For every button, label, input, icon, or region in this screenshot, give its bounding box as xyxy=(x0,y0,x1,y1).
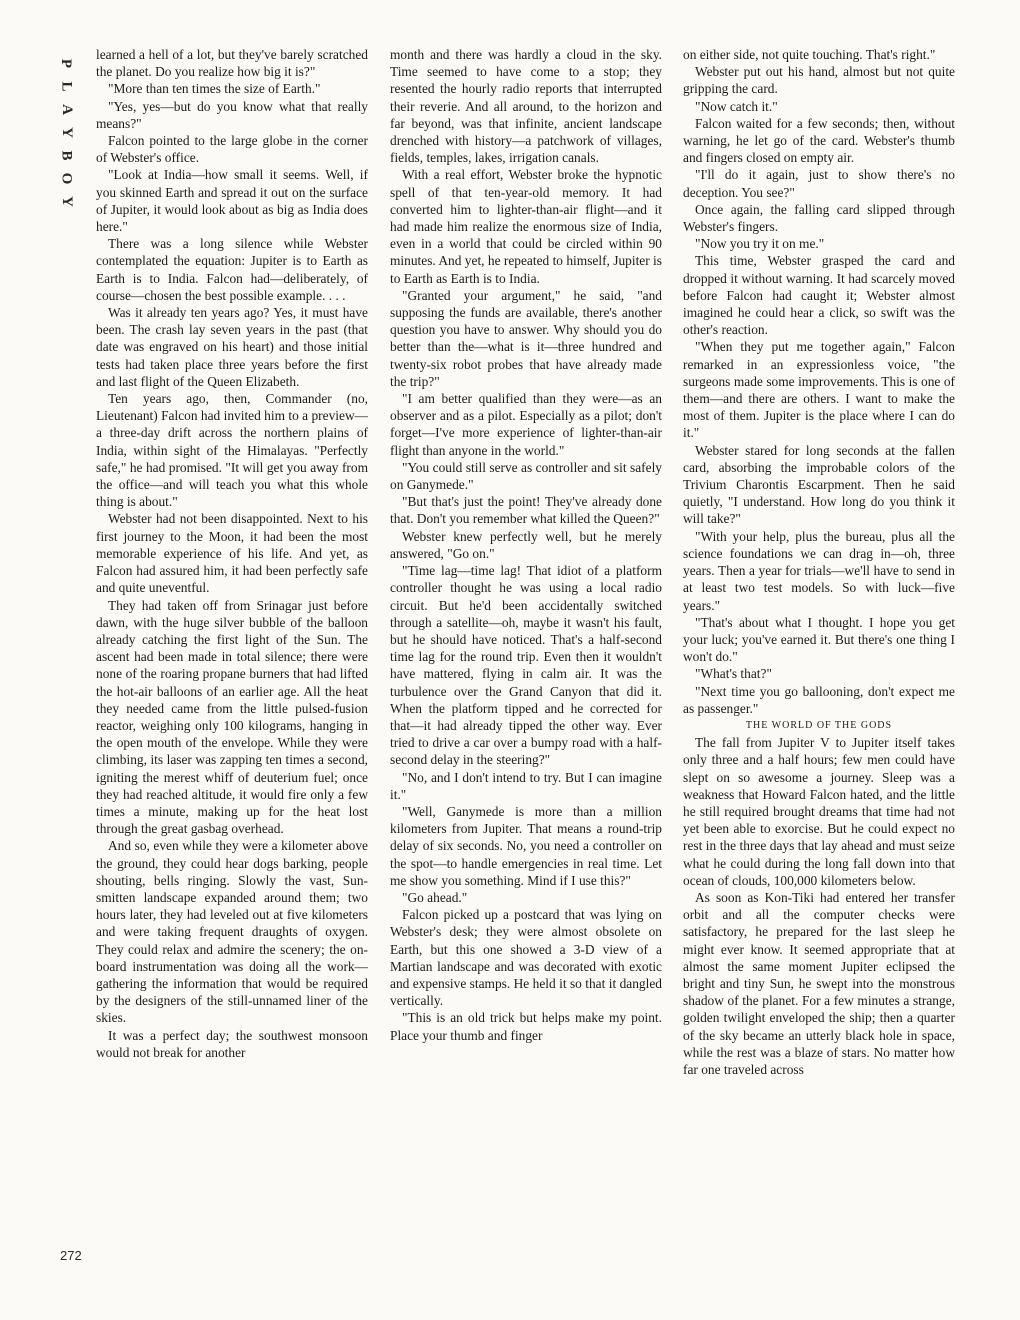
paragraph: And so, even while they were a kilometer above the ground, they could hear dogs barking, people shouting, bells ringing. Slowly the vast, Sun-smitten landscape expanded around them; two hours later, they had leveled out at five kilometers and were taking frequent draughts of oxygen. They could relax and admire the scenery; the on-board instrumentation was doing all the work—gathering the information that would be required by the designers of the still-unnamed liner of the skies. xyxy=(96,838,368,1026)
paragraph: Ten years ago, then, Commander (no, Lieutenant) Falcon had invited him to a preview—a three-day drift across the northern plains of India, within sight of the Himalayas. "Perfectly safe," he had promised. "It will get you away from the office—and will teach you what this whole thing is about." xyxy=(96,391,368,510)
paragraph: "Now you try it on me." xyxy=(695,236,825,252)
paragraph: "Granted your argument," he said, "and supposing the funds are available, there's another question you have to answer. Why should you do better than the—what is it—three hundred and twenty-six robot probes that have already made the trip?" xyxy=(390,287,662,389)
paragraph: "Look at India—how small it seems. Well, if you skinned Earth and spread it out on the surface of Jupiter, it would look about as big as India does here." xyxy=(96,167,368,235)
masthead-letter: B xyxy=(58,150,75,161)
masthead-letter: O xyxy=(58,172,75,185)
paragraph: They had taken off from Srinagar just before dawn, with the huge silver bubble of the balloon already catching the first light of the Sun. The ascent had been made in total silence; there were none of the roaring propane burners that had lifted the hot-air balloons of an earlier age. All the heat they needed came from the little pulsed-fusion reactor, weighing only 100 kilograms, hanging in the open mouth of the envelope. While they were climbing, its laser was zapping ten times a second, igniting the merest whiff of deuterium fuel; once they had reached altitude, it would fire only a few times a minute, making up for the heat lost through the great gasbag overhead. xyxy=(96,597,368,837)
paragraph: "Now catch it." xyxy=(695,98,778,114)
paragraph: "Go ahead." xyxy=(402,889,468,905)
paragraph: As soon as Kon-Tiki had entered her transfer orbit and all the computer checks were satisfactory, he prepared for the last sleep he might ever know. It seemed appropriate that at almost the same moment Jupiter eclipsed the bright and tiny Sun, he swept into the monstrous shadow of the planet. For a few minutes a strange, golden twilight enveloped the ship; then a quarter of the sky became an utterly black hole in space, while the rest was a blaze of stars. No matter how far one traveled across xyxy=(683,889,955,1077)
paragraph: It was a perfect day; the southwest monsoon would not break for another xyxy=(96,1027,368,1060)
masthead-letter: Y xyxy=(58,127,75,138)
paragraph: "Next time you go ballooning, don't expect me as passenger." xyxy=(683,683,955,716)
paragraph: Webster put out his hand, almost but not quite gripping the card. xyxy=(683,64,955,97)
paragraph: With a real effort, Webster broke the hypnotic spell of that ten-year-old memory. It had converted him to lighter-than-air flight—and it had made him realize the enormous size of India, even in a world that could be circled within 90 minutes. And yet, he repeated to himself, Jupiter is to Earth as Earth is to India. xyxy=(390,167,662,286)
paragraph: "No, and I don't intend to try. But I can imagine it." xyxy=(390,769,662,802)
text-column-1 xyxy=(96,46,368,1276)
text-column-3 xyxy=(683,46,955,1276)
masthead-letter: P xyxy=(58,58,75,69)
paragraph: "What's that?" xyxy=(695,666,772,682)
paragraph: "I'll do it again, just to show there's no deception. You see?" xyxy=(683,167,955,200)
masthead-letter: Y xyxy=(58,196,75,207)
text-column-2 xyxy=(390,46,662,1276)
paragraph: The fall from Jupiter V to Jupiter itself takes only three and a half hours; few men could have slept on so awesome a journey. Sleep was a weakness that Howard Falcon hated, and the little he still required brought dreams that time had not yet been able to exorcise. But he could expect no rest in the three days that lay ahead and must seize what he could during the long fall down into that ocean of clouds, 100,000 kilometers below. xyxy=(683,735,955,888)
section-subhead: THE WORLD OF THE GODS xyxy=(745,719,893,731)
paragraph: Falcon waited for a few seconds; then, without warning, he let go of the card. Webster's thumb and fingers closed on empty air. xyxy=(683,115,955,166)
page-number: 272 xyxy=(60,1248,82,1263)
paragraph: "Yes, yes—but do you know what that really means?" xyxy=(96,98,368,131)
paragraph: "That's about what I thought. I hope you get your luck; you've earned it. But there's one thing I won't do." xyxy=(683,614,955,665)
paragraph: "I am better qualified than they were—as an observer and as a pilot. Especially as a pilot; don't forget—I've more experience of lighter-than-air flight than anyone in the world." xyxy=(390,391,662,458)
paragraph: "But that's just the point! They've already done that. Don't you remember what killed the Queen?" xyxy=(390,494,662,527)
paragraph: "More than ten times the size of Earth." xyxy=(108,81,321,97)
paragraph: Webster stared for long seconds at the fallen card, absorbing the improbable colors of the Trivium Charontis Escarpment. Then he said quietly, "I understand. How long do you think it will take?" xyxy=(683,442,955,527)
paragraph: learned a hell of a lot, but they've barely scratched the planet. Do you realize how big it is?" xyxy=(96,47,368,80)
paragraph: This time, Webster grasped the card and dropped it without warning. It had scarcely moved before Falcon had caught it; Webster almost imagined he could hear a click, so swift was the other's reaction. xyxy=(683,253,955,338)
paragraph: "When they put me together again," Falcon remarked in an expressionless voice, "the surgeons made some improvements. This is one of them—and there are others. I want to make the most of them. Jupiter is the place where I can do it." xyxy=(683,339,955,441)
paragraph: month and there was hardly a cloud in the sky. Time seemed to have come to a stop; they resented the hourly radio reports that interrupted their reverie. And all around, to the horizon and far beyond, was that infinite, ancient landscape drenched with history—a patchwork of villages, fields, temples, lakes, irrigation canals. xyxy=(390,47,662,166)
paragraph: "Well, Ganymede is more than a million kilometers from Jupiter. That means a round-trip delay of six seconds. No, you need a controller on the spot—to handle emergencies in real time. Let me show you something. Mind if I use this?" xyxy=(390,803,662,888)
masthead-letter: L xyxy=(58,81,75,92)
magazine-masthead xyxy=(52,52,80,213)
paragraph: "This is an old trick but helps make my point. Place your thumb and finger xyxy=(390,1010,662,1043)
paragraph: Was it already ten years ago? Yes, it must have been. The crash lay seven years in the past (that date was engraved on his heart) and those initial tests had taken place three years before the first and last flight of the Queen Elizabeth. xyxy=(96,305,368,389)
paragraph: Once again, the falling card slipped through Webster's fingers. xyxy=(683,201,955,235)
paragraph: Webster had not been disappointed. Next to his first journey to the Moon, it had been the most memorable experience of his life. And yet, as Falcon had assured him, it had been perfectly safe and quite uneventful. xyxy=(96,511,368,596)
paragraph: "Time lag—time lag! That idiot of a platform controller thought he was using a local radio circuit. But he'd been accidentally switched through a satellite—oh, maybe it wasn't his fault, but he should have noticed. That's a half-second time lag for the round trip. Even then it wouldn't have mattered, flying in calm air. It was the turbulence over the Grand Canyon that did it. When the platform tipped and he corrected for that—it had already tipped the other way. Ever tried to drive a car over a bumpy road with a half-second delay in the steering?" xyxy=(390,563,662,768)
paragraph: Webster knew perfectly well, but he merely answered, "Go on." xyxy=(390,528,662,561)
masthead-letter: A xyxy=(58,104,75,115)
paragraph: on either side, not quite touching. That's right." xyxy=(683,47,936,62)
paragraph: There was a long silence while Webster contemplated the equation: Jupiter is to Earth as Earth is to India. Falcon had—deliberately, of course—chosen the best possible example. . . . xyxy=(96,236,368,303)
paragraph: Falcon pointed to the large globe in the corner of Webster's office. xyxy=(96,133,368,166)
paragraph: "You could still serve as controller and sit safely on Ganymede." xyxy=(390,459,662,493)
paragraph: Falcon picked up a postcard that was lying on Webster's desk; they were almost obsolete on Earth, but this one showed a 3-D view of a Martian landscape and was decorated with exotic and expensive stamps. He held it so that it dangled vertically. xyxy=(390,907,662,1009)
paragraph: "With your help, plus the bureau, plus all the science foundations we can drag in—oh, three years. Then a year for trials—we'll have to send in at least two test models. So with luck—five years." xyxy=(683,528,955,613)
